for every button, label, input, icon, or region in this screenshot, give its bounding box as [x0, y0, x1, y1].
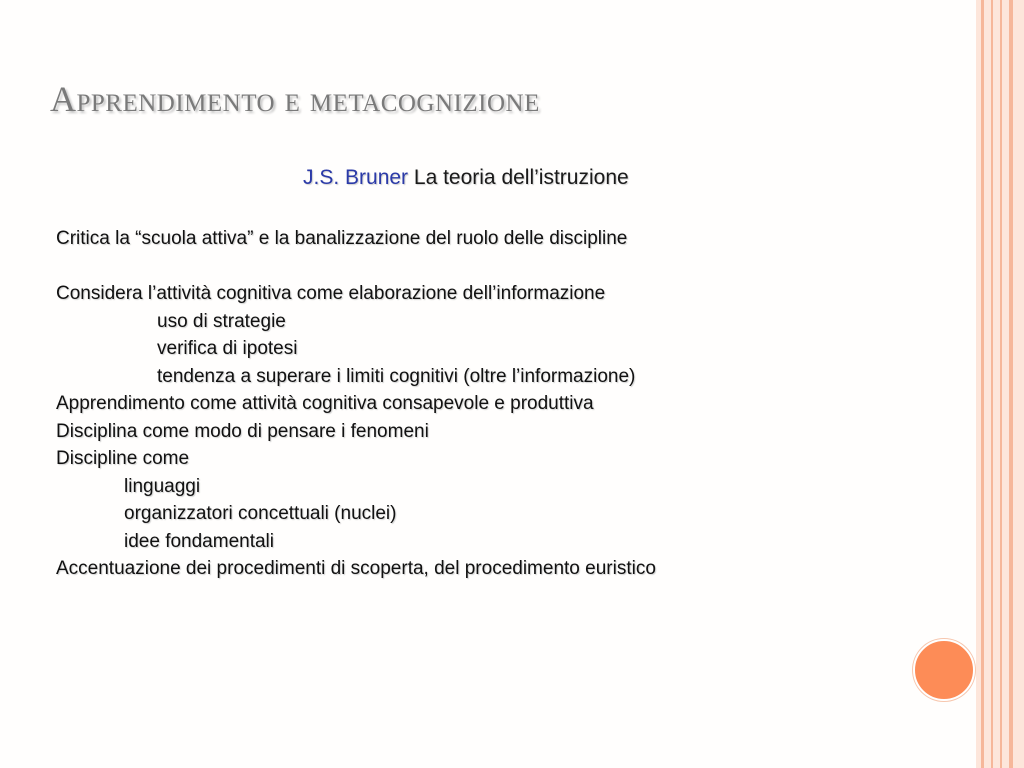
body-line: Apprendimento come attività cognitiva consapevole e produttiva [56, 393, 594, 414]
slide-title: Apprendimento e metacognizione [50, 79, 540, 119]
decorative-circle [913, 639, 975, 701]
body-line-indented: verifica di ipotesi [157, 338, 298, 359]
decorative-stripe [1000, 0, 1002, 768]
subtitle-text: La teoria dell’istruzione [413, 166, 629, 189]
body-line: Critica la “scuola attiva” e la banalizzazione del ruolo delle discipline [56, 228, 628, 249]
body-line-indented: organizzatori concettuali (nuclei) [124, 503, 397, 524]
blank-line [56, 253, 656, 281]
body-line: Accentuazione dei procedimenti di scoperta, del procedimento euristico [56, 558, 656, 579]
body-line-indented: linguaggi [124, 475, 201, 497]
decorative-stripe [981, 0, 984, 768]
decorative-stripe [991, 0, 993, 768]
body-line: Discipline come [56, 448, 190, 469]
slide-body [56, 225, 656, 583]
body-line: Considera l’attività cognitiva come elaborazione dell’informazione [56, 283, 606, 304]
body-line-indented: uso di strategie [157, 310, 286, 332]
slide-subtitle [303, 166, 629, 190]
body-line-indented: tendenza a superare i limiti cognitivi (oltre l’informazione) [157, 365, 636, 387]
subtitle-author: J.S. Bruner [303, 166, 409, 189]
body-line: Disciplina come modo di pensare i fenomeni [56, 420, 429, 442]
body-line-indented: idee fondamentali [124, 530, 274, 552]
decorative-stripe [1009, 0, 1013, 768]
